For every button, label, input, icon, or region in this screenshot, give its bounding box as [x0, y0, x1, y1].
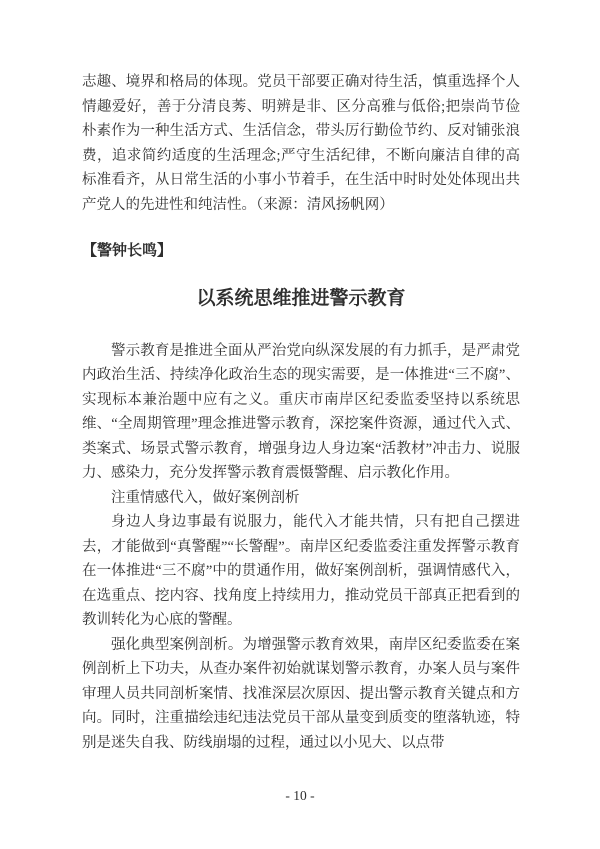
subheading-emotional-involvement: 注重情感代入，做好案例剖析 — [111, 489, 300, 506]
article-title: 以系统思维推进警示教育 — [196, 287, 406, 309]
section-label: 【警钟长鸣】 — [82, 243, 173, 259]
paragraph-3: 强化典型案例剖析。为增强警示教育效果，南岸区纪委监委在案例剖析上下功夫，从查办案件初始就谋划警示教育，办案人员与案件审理人员共同剖析案情、找准深层次原因、提出警示教育关键点和方向。同时，注重描绘违纪违法党员干部从量变到质变的堕落轨迹，特别是迷失自我、防线崩塌的过程，通过以小见大、以点带 — [82, 636, 520, 751]
paragraph-2: 身边人身边事最有说服力，能代入才能共情，只有把自己摆进去，才能做到“真警醒”“长警醒”。南岸区纪委监委注重发挥警示教育在一体推进“三不腐”中的贯通作用，做好案例剖析，强调情感代入，在选重点、挖内容、找角度上持续用力，推动党员干部真正把看到的教训转化为心底的警醒。 — [82, 514, 520, 628]
paragraph-continuation: 志趣、境界和格局的体现。党员干部要正确对待生活，慎重选择个人情趣爱好，善于分清良莠、明辨是非、区分高雅与低俗;把崇尚节俭朴素作为一种生活方式、生活信念，带头厉行勤俭节约、反对铺张浪费，追求简约适度的生活理念;严守生活纪律，不断向廉洁自律的高标准看齐，从日常生活的小事小节着手，在生活中时时处处体现出共产党人的先进性和纯洁性。（来源：清风扬帆网） — [82, 74, 520, 213]
page-number: - 10 - — [285, 788, 315, 803]
paragraph-1: 警示教育是推进全面从严治党向纵深发展的有力抓手，是严肃党内政治生活、持续净化政治生态的现实需要，是一体推进“三不腐”、实现标本兼治题中应有之义。重庆市南岸区纪委监委坚持以系统思维、“全周期管理”理念推进警示教育，深挖案件资源，通过代入式、类案式、场景式警示教育，增强身边人身边案“活教材”冲击力、说服力、感染力，充分发挥警示教育震慑警醒、启示教化作用。 — [82, 342, 520, 481]
